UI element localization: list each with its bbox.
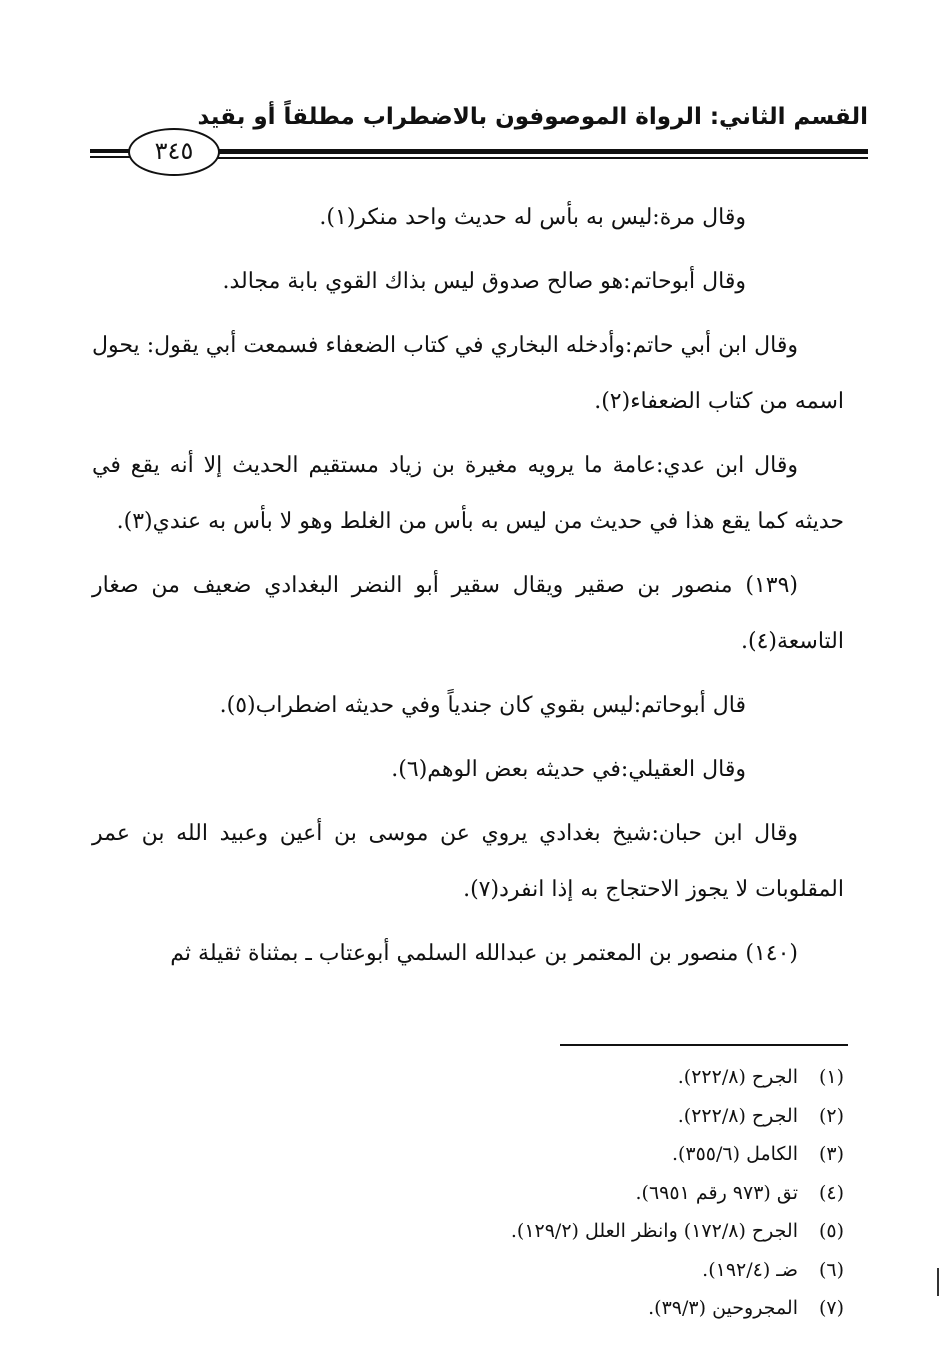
footnote-item xyxy=(424,1135,844,1174)
footnote-text: الجرح (١٧٢/٨) وانظر العلل (١٢٩/٢). xyxy=(510,1220,798,1242)
paragraph: وقال العقيلي:في حديثه بعض الوهم(٦). xyxy=(391,757,746,782)
running-title: القسم الثاني: الرواة الموصوفون بالاضطراب مطلقاً أو بقيد xyxy=(197,104,868,130)
header-rule-thin xyxy=(210,157,868,159)
paragraph: وقال أبوحاتم:هو صالح صدوق ليس بذاك القوي بابة مجالد. xyxy=(222,269,746,294)
paragraph: قال أبوحاتم:ليس بقوي كان جندياً وفي حديثه اضطراب(٥). xyxy=(219,693,746,718)
footnote-number: (٦) xyxy=(818,1258,844,1281)
footnote-text: ضـ (١٩٢/٤). xyxy=(702,1258,798,1281)
body-text xyxy=(92,190,844,990)
footnote-number: (٥) xyxy=(818,1220,844,1242)
paragraph: وقال ابن أبي حاتم:وأدخله البخاري في كتاب الضعفاء فسمعت أبي يقول: يحول اسمه من كتاب الضعفاء(٢). xyxy=(92,333,844,414)
footnote-text: الجرح (٢٢٢/٨). xyxy=(677,1066,798,1088)
footnote-number: (٣) xyxy=(818,1143,844,1165)
footnote-item xyxy=(424,1289,844,1328)
footnote-number: (٧) xyxy=(818,1297,844,1319)
footnote-text: الكامل (٣٥٥/٦). xyxy=(671,1143,798,1165)
footnote-separator xyxy=(560,1044,848,1046)
footnote-item xyxy=(424,1174,844,1213)
paragraph: وقال ابن حبان:شيخ بغدادي يروي عن موسى بن أعين وعبيد الله بن عمر المقلوبات لا يجوز الاحتجاج به إذا انفرد(٧). xyxy=(92,821,844,902)
narrator-entry: (١٣٩) منصور بن صقير ويقال سقير أبو النضر البغدادي ضعيف من صغار التاسعة(٤). xyxy=(92,573,844,654)
footnote-text: تق (٩٧٣ رقم ٦٩٥١). xyxy=(635,1181,798,1204)
footnote-item xyxy=(424,1058,844,1097)
page-number: ٣٤٥ xyxy=(128,128,220,176)
footnote-item xyxy=(424,1251,844,1290)
paragraph: وقال ابن عدي:عامة ما يرويه مغيرة بن زياد مستقيم الحديث إلا أنه يقع في حديثه كما يقع هذا في حديث من ليس به بأس من الغلط وهو لا بأس به عندي(٣). xyxy=(92,453,844,534)
narrator-entry: (١٤٠) منصور بن المعتمر بن عبدالله السلمي أبوعتاب ـ بمثناة ثقيلة ثم xyxy=(170,941,798,966)
footnote-number: (٤) xyxy=(818,1181,844,1204)
page-header xyxy=(90,100,868,170)
footnote-item xyxy=(424,1097,844,1136)
scan-edge-mark xyxy=(937,1268,939,1296)
footnote-text: المجروحين (٣٩/٣). xyxy=(648,1297,798,1319)
footnote-item xyxy=(424,1212,844,1251)
footnote-number: (١) xyxy=(818,1066,844,1088)
paragraph: وقال مرة:ليس به بأس له حديث واحد منكر(١). xyxy=(319,205,746,230)
header-rule-left-thick xyxy=(90,149,132,153)
header-rule-left-thin xyxy=(90,156,132,158)
header-rule-thick xyxy=(210,149,868,154)
footnote-number: (٢) xyxy=(818,1104,844,1127)
footnote-text: الجرح (٢٢٢/٨). xyxy=(677,1104,798,1127)
footnotes xyxy=(424,1058,844,1328)
